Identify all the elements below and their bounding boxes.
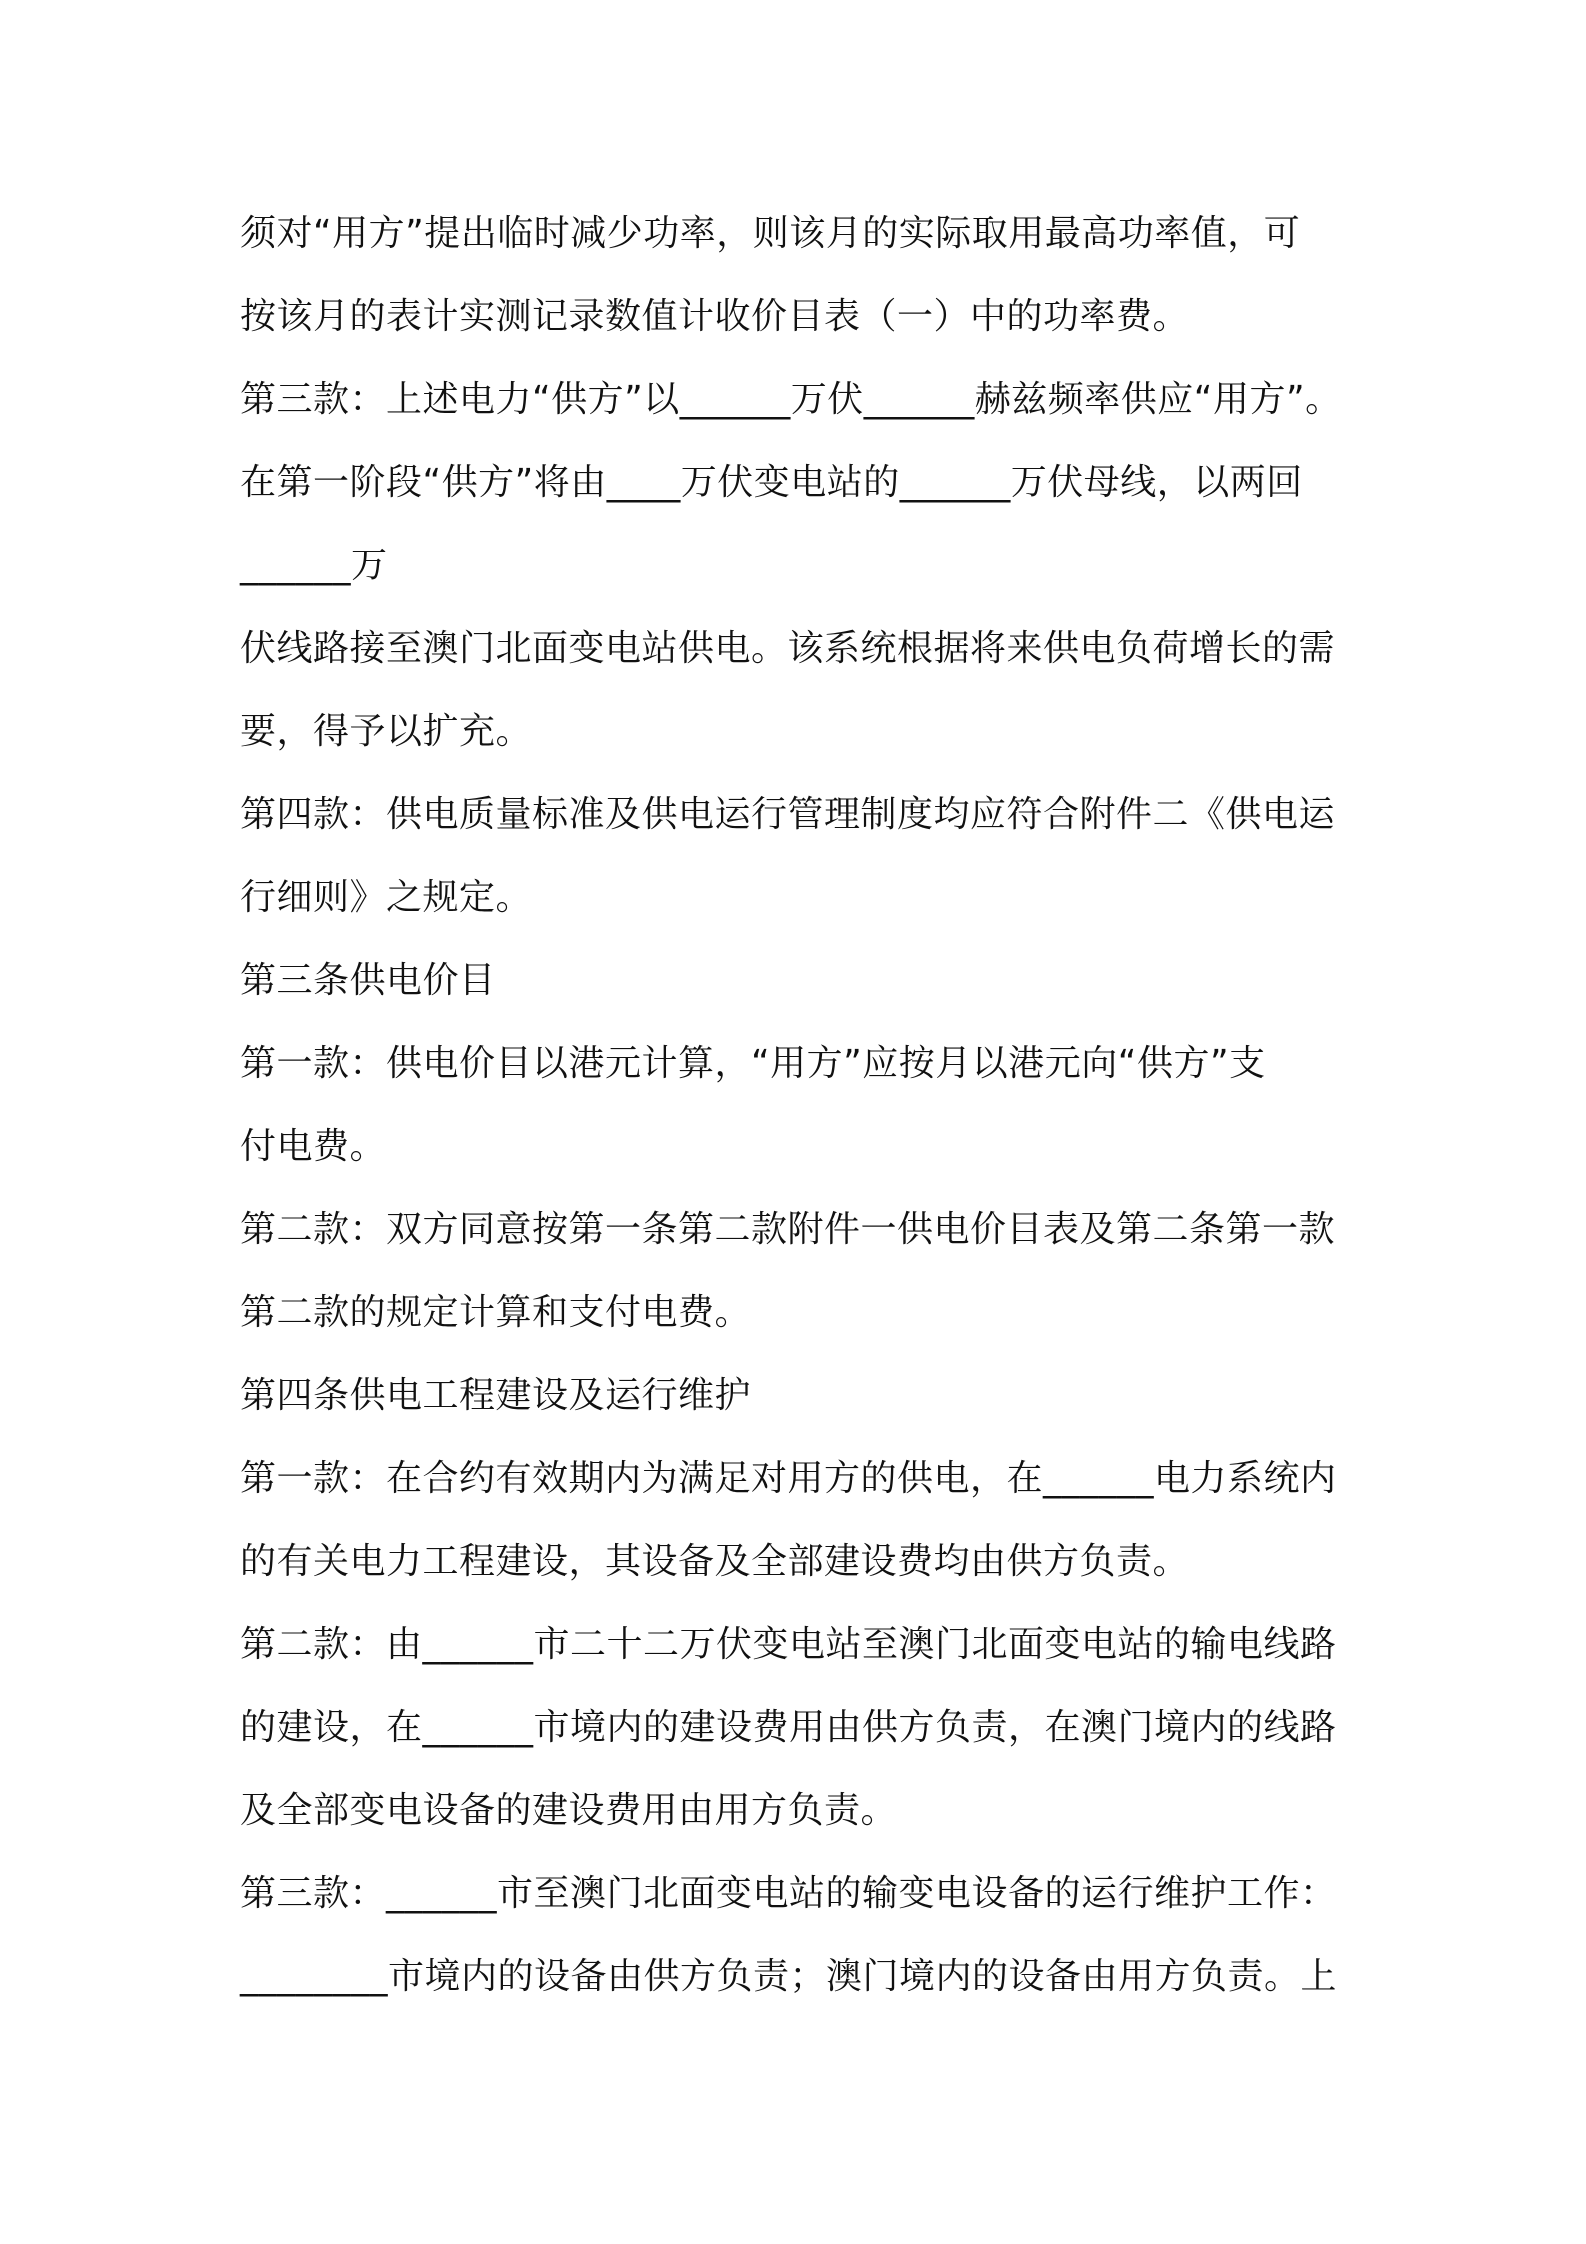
- text-line: 要，得予以扩充。: [240, 711, 533, 752]
- text-line: 第一款：在合约有效期内为满足对用方的供电，在______电力系统内: [240, 1458, 1337, 1499]
- text-line: 的有关电力工程建设，其设备及全部建设费均由供方负责。: [240, 1541, 1190, 1582]
- text-line: ______万: [240, 545, 388, 586]
- text-line: 第二款：双方同意按第一条第二款附件一供电价目表及第二条第一款: [240, 1209, 1336, 1250]
- text-line: 第三款：上述电力“供方”以______万伏______赫兹频率供应“用方”。: [240, 379, 1342, 420]
- text-line: 第二款的规定计算和支付电费。: [240, 1292, 752, 1333]
- text-line: 第四款：供电质量标准及供电运行管理制度均应符合附件二《供电运: [240, 794, 1336, 835]
- text-line: 第三款：______市至澳门北面变电站的输变电设备的运行维护工作：: [240, 1873, 1337, 1914]
- text-line: 按该月的表计实测记录数值计收价目表（一）中的功率费。: [240, 296, 1190, 337]
- text-line: 的建设，在______市境内的建设费用由供方负责，在澳门境内的线路: [240, 1707, 1337, 1748]
- text-line: ________市境内的设备由供方负责；澳门境内的设备由用方负责。上: [240, 1956, 1338, 1997]
- text-line: 付电费。: [240, 1126, 387, 1167]
- text-line: 行细则》之规定。: [240, 877, 533, 918]
- text-line: 在第一阶段“供方”将由____万伏变电站的______万伏母线，以两回: [240, 462, 1303, 503]
- section-heading: 第三条供电价目: [240, 960, 496, 1001]
- text-line: 及全部变电设备的建设费用由用方负责。: [240, 1790, 898, 1831]
- text-line: 第一款：供电价目以港元计算，“用方”应按月以港元向“供方”支: [240, 1043, 1266, 1084]
- section-heading: 第四条供电工程建设及运行维护: [240, 1375, 752, 1416]
- text-line: 须对“用方”提出临时减少功率，则该月的实际取用最高功率值，可: [240, 213, 1301, 254]
- text-line: 伏线路接至澳门北面变电站供电。该系统根据将来供电负荷增长的需: [240, 628, 1336, 669]
- text-line: 第二款：由______市二十二万伏变电站至澳门北面变电站的输电线路: [240, 1624, 1337, 1665]
